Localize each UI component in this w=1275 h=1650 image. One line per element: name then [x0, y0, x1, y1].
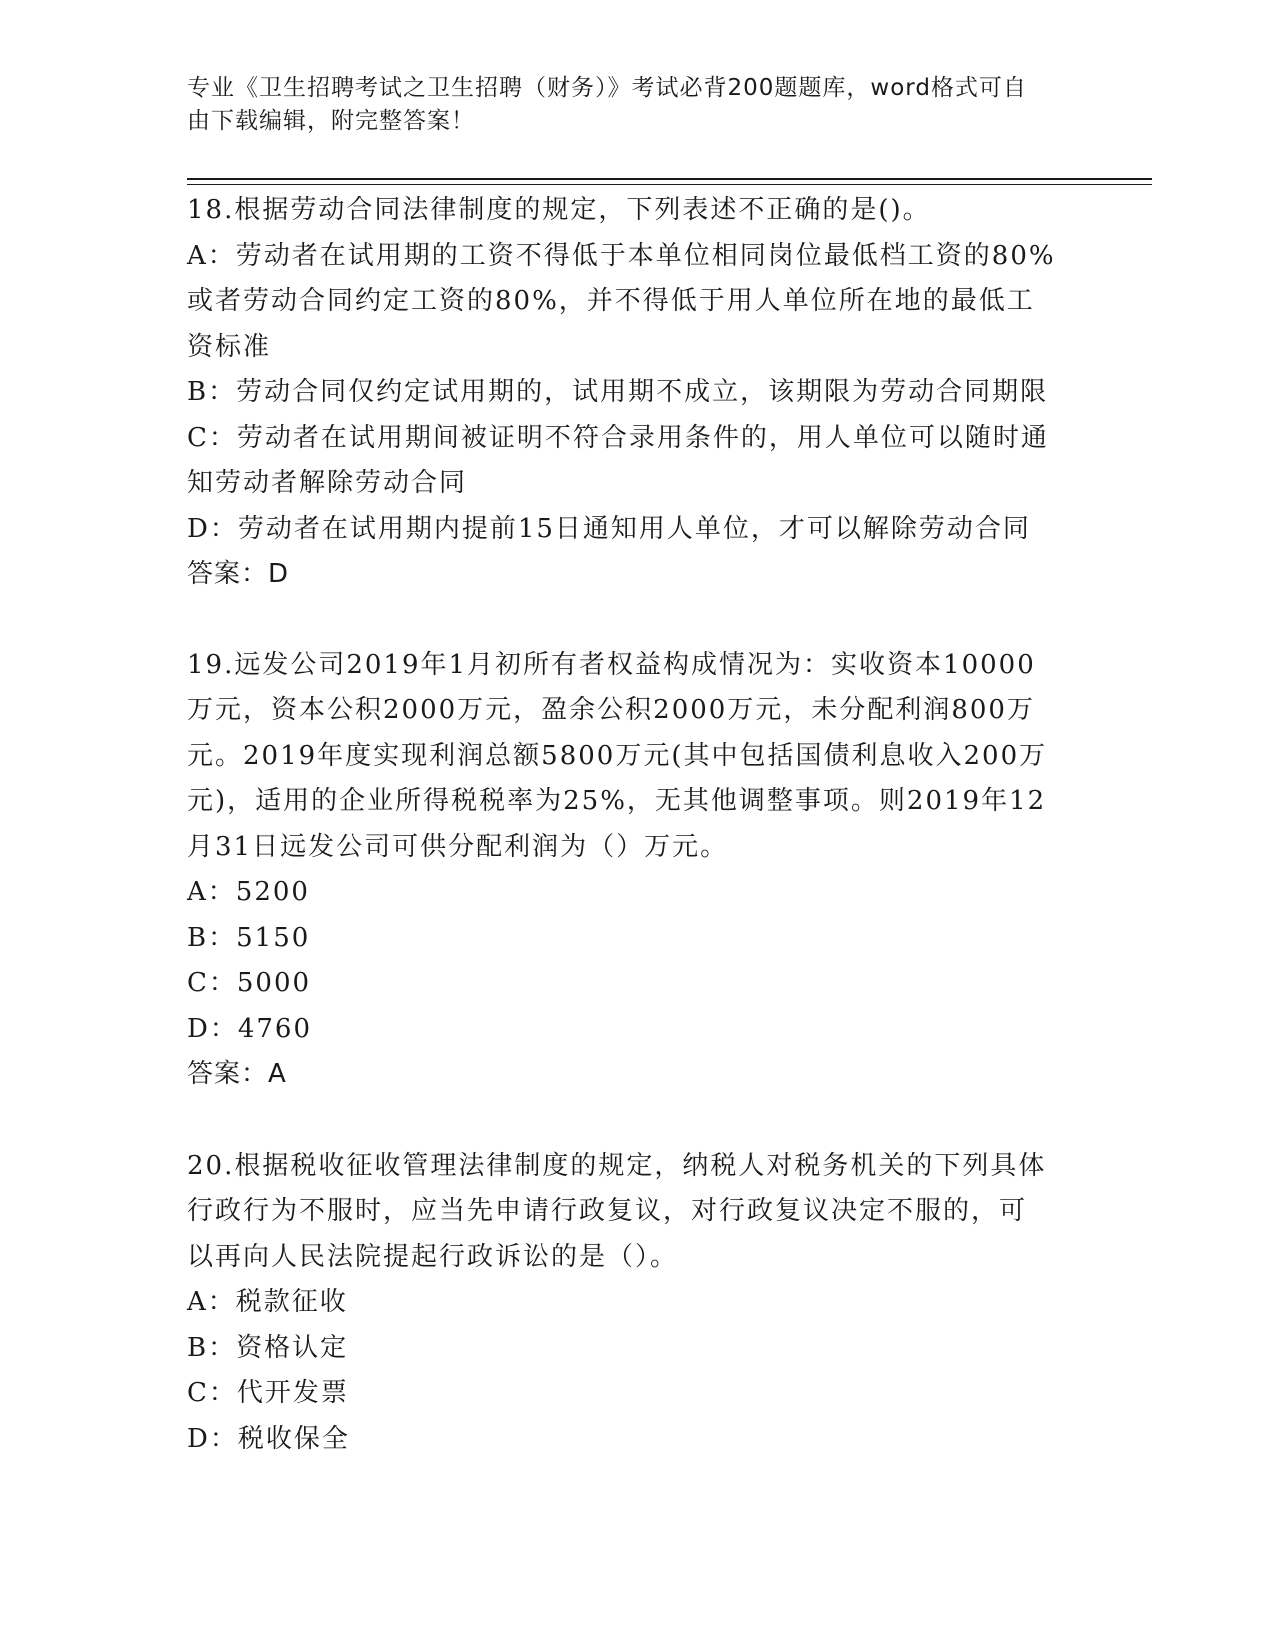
stem-line: 元)，适用的企业所得税税率为25%，无其他调整事项。则2019年12	[187, 786, 1047, 816]
stem-line: 以再向人民法院提起行政诉讼的是（）。	[187, 1241, 679, 1272]
option-line: D：劳动者在试用期内提前15日通知用人单位，才可以解除劳动合同	[187, 513, 1031, 544]
option-a	[187, 234, 1077, 371]
option-d: D：4760	[187, 1013, 313, 1044]
option-line: C：劳动者在试用期间被证明不符合录用条件的，用人单位可以随时通	[187, 422, 1049, 453]
option-line: 知劳动者解除劳动合同	[187, 468, 468, 498]
header-line-1: 专业《卫生招聘考试之卫生招聘（财务）》考试必背200题题库，word格式可自	[187, 75, 1027, 101]
answer-label: 答案：D	[187, 559, 290, 589]
option-line: 或者劳动合同约定工资的80%，并不得低于用人单位所在地的最低工	[187, 286, 1035, 316]
stem-line: 19.远发公司2019年1月初所有者权益构成情况为：实收资本10000	[187, 649, 1036, 680]
option-c	[187, 416, 1077, 507]
stem-line: 元。2019年度实现利润总额5800万元(其中包括国债利息收入200万	[187, 740, 1048, 771]
question-stem	[187, 643, 1077, 871]
question-20	[187, 1144, 1077, 1463]
question-stem: 18.根据劳动合同法律制度的规定，下列表述不正确的是()。	[187, 195, 931, 225]
option-a: A：税款征收	[187, 1287, 348, 1317]
option-line: A：劳动者在试用期的工资不得低于本单位相同岗位最低档工资的80%	[187, 240, 1056, 271]
option-a: A：5200	[187, 877, 310, 907]
option-b: B：5150	[187, 922, 311, 953]
option-b	[187, 370, 1077, 416]
option-c: C：代开发票	[187, 1378, 349, 1408]
question-stem	[187, 1144, 1077, 1281]
question-19	[187, 643, 1077, 1098]
question-18	[187, 188, 1077, 598]
header-divider-thick	[187, 178, 1152, 180]
header-line-2: 由下载编辑，附完整答案！	[187, 108, 475, 134]
question-list	[187, 188, 1077, 1462]
stem-line: 万元，资本公积2000万元，盈余公积2000万元，未分配利润800万	[187, 695, 1035, 725]
option-line: 资标准	[187, 331, 272, 362]
option-d: D：税收保全	[187, 1423, 350, 1454]
option-d	[187, 507, 1077, 553]
option-c: C：5000	[187, 968, 312, 998]
header-divider-thin	[187, 184, 1152, 185]
option-line: B：劳动合同仅约定试用期的，试用期不成立，该期限为劳动合同期限	[187, 377, 1049, 407]
answer-label: 答案：A	[187, 1059, 287, 1089]
stem-line: 20.根据税收征收管理法律制度的规定，纳税人对税务机关的下列具体	[187, 1150, 1047, 1181]
stem-line: 月31日远发公司可供分配利润为（）万元。	[187, 831, 729, 862]
stem-line: 行政行为不服时，应当先申请行政复议，对行政复议决定不服的，可	[187, 1196, 1028, 1226]
option-b: B：资格认定	[187, 1332, 349, 1363]
document-header	[187, 72, 1067, 138]
